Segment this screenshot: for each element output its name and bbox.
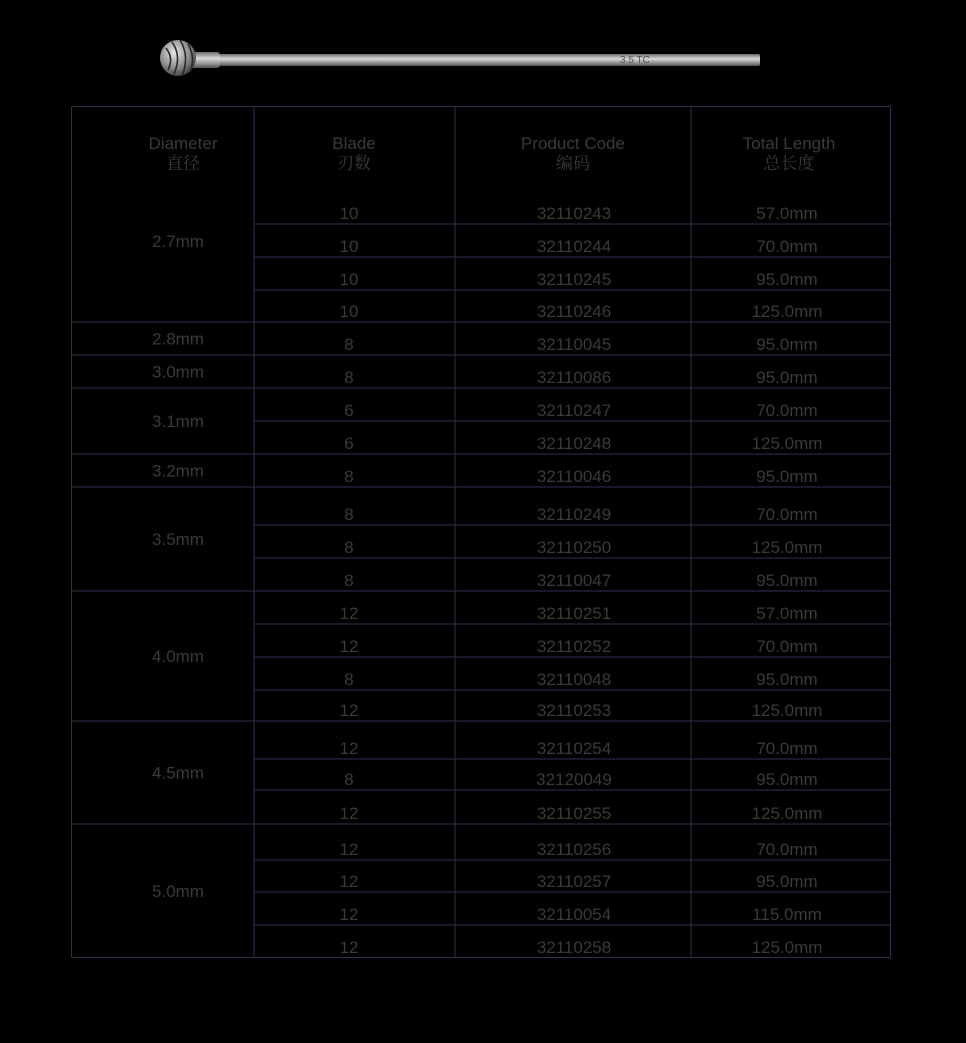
- diameter-cell: 2.8mm: [152, 329, 204, 349]
- header-label: Total Length: [742, 134, 836, 153]
- diameter-cell: 3.5mm: [152, 530, 204, 549]
- blade-cell: 8: [344, 770, 354, 789]
- total-length-cell: 70.0mm: [756, 739, 818, 758]
- blade-cell: 12: [339, 604, 359, 623]
- total-length-cell: 70.0mm: [756, 237, 818, 256]
- total-length-cell: 125.0mm: [751, 538, 823, 557]
- blade-cell: 12: [339, 637, 359, 656]
- blade-cell: 12: [339, 739, 359, 758]
- blade-cell: 12: [339, 701, 359, 720]
- total-length-cell: 125.0mm: [751, 302, 823, 321]
- product-code-cell: 32110045: [536, 335, 612, 354]
- total-length-cell: 125.0mm: [751, 701, 823, 720]
- product-code-cell: 32110250: [536, 538, 612, 557]
- product-code-cell: 32110244: [536, 237, 612, 256]
- product-code-cell: 32110253: [536, 701, 612, 720]
- product-code-cell: 32110257: [536, 872, 612, 891]
- spherical-burr-drill-icon: [150, 30, 770, 80]
- blade-cell: 12: [339, 804, 359, 823]
- product-code-cell: 32110245: [536, 270, 612, 289]
- blade-cell: 10: [339, 302, 359, 321]
- total-length-cell: 57.0mm: [756, 204, 818, 223]
- product-code-cell: 32110255: [536, 804, 612, 823]
- diameter-cell: 4.5mm: [152, 763, 204, 783]
- blade-cell: 10: [339, 270, 359, 289]
- product-code-cell: 32110249: [536, 505, 612, 524]
- burr-head: [160, 40, 196, 76]
- total-length-cell: 95.0mm: [756, 571, 818, 590]
- diameter-cell: 3.1mm: [152, 412, 204, 431]
- total-length-cell: 57.0mm: [756, 604, 818, 623]
- total-length-cell: 70.0mm: [756, 840, 818, 859]
- product-code-cell: 32110247: [536, 401, 612, 420]
- drill-shaft: [190, 52, 760, 68]
- total-length-cell: 125.0mm: [751, 938, 823, 957]
- product-code-cell: 32110048: [536, 670, 612, 689]
- total-length-cell: 125.0mm: [751, 434, 823, 453]
- total-length-cell: 95.0mm: [756, 335, 818, 354]
- diameter-cell: 2.7mm: [152, 232, 204, 251]
- product-code-cell: 32110256: [536, 840, 612, 859]
- total-length-cell: 115.0mm: [752, 905, 822, 924]
- product-code-cell: 32110258: [536, 938, 612, 957]
- product-code-cell: 32110252: [536, 637, 612, 656]
- blade-cell: 12: [339, 938, 359, 957]
- product-code-cell: 32110254: [536, 739, 612, 758]
- header-label-zh: 刃数: [337, 154, 371, 173]
- diameter-cell: 3.2mm: [152, 461, 204, 481]
- header-label: Product Code: [521, 134, 625, 153]
- product-code-cell: 32110086: [536, 368, 612, 387]
- blade-cell: 8: [344, 571, 354, 590]
- blade-cell: 8: [344, 505, 354, 524]
- product-code-cell: 32110246: [536, 302, 612, 321]
- total-length-cell: 70.0mm: [756, 505, 818, 524]
- product-code-cell: 32110046: [536, 467, 612, 486]
- total-length-cell: 95.0mm: [756, 270, 818, 289]
- diameter-cell: 3.0mm: [152, 362, 204, 382]
- shaft-marking: 3.5 TC: [620, 55, 650, 66]
- product-code-cell: 32110054: [536, 905, 612, 924]
- blade-cell: 6: [344, 401, 354, 420]
- total-length-cell: 70.0mm: [756, 401, 818, 420]
- total-length-cell: 95.0mm: [756, 670, 818, 689]
- blade-cell: 6: [344, 434, 354, 453]
- header-label-zh: 编码: [556, 154, 590, 173]
- product-code-cell: 32110248: [536, 434, 612, 453]
- header-label: Diameter: [148, 134, 218, 153]
- blade-cell: 8: [344, 467, 354, 486]
- product-code-cell: 32110251: [536, 604, 612, 623]
- diameter-cell: 4.0mm: [152, 647, 204, 666]
- header-label-zh: 直径: [166, 154, 200, 173]
- blade-cell: 8: [344, 538, 354, 557]
- product-code-cell: 32110047: [536, 571, 612, 590]
- header-label-zh: 总长度: [763, 154, 815, 173]
- specification-table: [71, 106, 891, 958]
- blade-cell: 12: [339, 872, 359, 891]
- blade-cell: 10: [339, 204, 359, 223]
- blade-cell: 8: [344, 368, 354, 387]
- blade-cell: 12: [339, 905, 359, 924]
- blade-cell: 10: [339, 237, 359, 256]
- blade-cell: 8: [344, 335, 354, 354]
- diameter-cell: 5.0mm: [152, 882, 204, 901]
- total-length-cell: 95.0mm: [756, 467, 818, 486]
- total-length-cell: 95.0mm: [756, 368, 818, 387]
- header-label: Blade: [332, 134, 376, 153]
- total-length-cell: 70.0mm: [756, 637, 818, 656]
- total-length-cell: 125.0mm: [751, 804, 823, 823]
- total-length-cell: 95.0mm: [756, 872, 818, 891]
- total-length-cell: 95.0mm: [756, 770, 818, 789]
- product-code-cell: 32110243: [536, 204, 612, 223]
- product-code-cell: 32120049: [536, 770, 612, 789]
- blade-cell: 12: [339, 840, 359, 859]
- blade-cell: 8: [344, 670, 354, 689]
